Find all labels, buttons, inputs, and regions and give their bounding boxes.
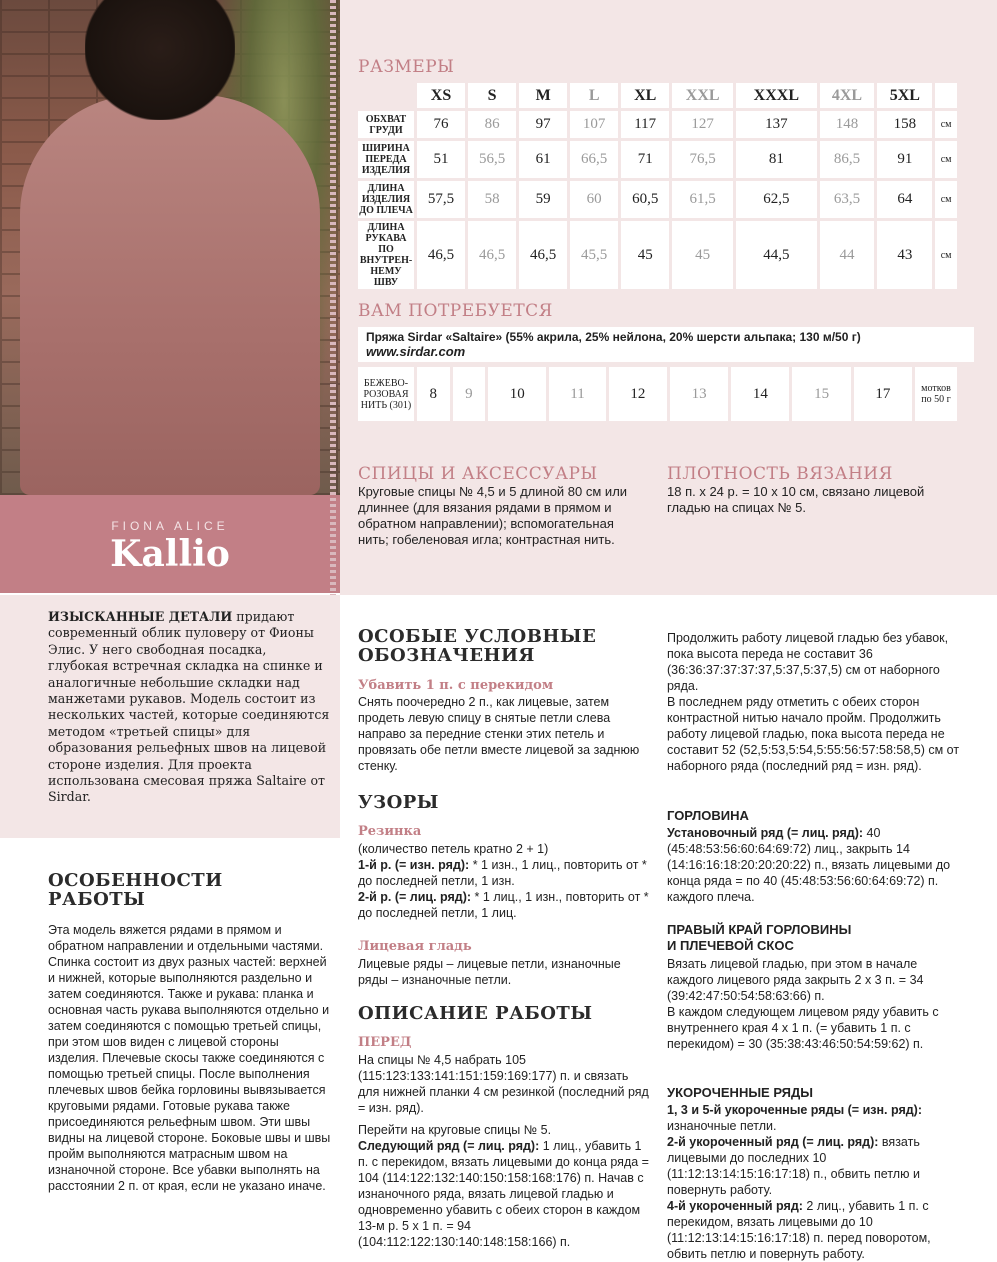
table-cell: 46,5 [417, 221, 465, 289]
table-cell: 9 [453, 367, 486, 421]
stockinette-text: Лицевые ряды – лицевые петли, изнаночные ряды – изнаночные петли. [358, 957, 621, 987]
size-head: S [468, 83, 516, 108]
table-cell: 76 [417, 111, 465, 138]
table-cell: 46,5 [519, 221, 567, 289]
table-cell: 62,5 [736, 181, 817, 218]
sizes-header-row [358, 83, 957, 108]
table-cell: 58 [468, 181, 516, 218]
description-title: ОПИСАНИЕ РАБОТЫ [358, 1003, 593, 1024]
table-cell: 86 [468, 111, 516, 138]
rib-title: Резинка [358, 824, 422, 839]
table-cell: 44 [820, 221, 875, 289]
features-title: ОСОБЕННОСТИ РАБОТЫ [48, 870, 223, 910]
size-head: XL [621, 83, 669, 108]
abbrev-subtitle: Убавить 1 п. с перекидом [358, 678, 554, 693]
unit-cell: см [935, 181, 957, 218]
size-head: XS [417, 83, 465, 108]
yarn-bar [358, 327, 974, 362]
short-rows-text: 1, 3 и 5-й укороченные ряды (= изн. ряд): изнаночные петли. 2-й укороченный ряд (= лиц. ряд): вязать лицевыми до последних 10 (11:12:13:14:15:16:17:18) п., обвить петлю и повернуть работу. 4-й укороченный ряд: 2 лиц., убавить 1 п. с перекидом, вязать лицевыми до 10 (11:12:13:14:15:16:17:18) п. перед поворотом, обвить петлю и повернуть работу. [667, 1103, 931, 1261]
hair-illustration [85, 0, 235, 120]
table-cell: 15 [792, 367, 850, 421]
table-cell: 45 [621, 221, 669, 289]
sizes-title: РАЗМЕРЫ [358, 57, 455, 77]
table-cell: 63,5 [820, 181, 875, 218]
table-cell: 148 [820, 111, 875, 138]
unit-cell: см [935, 221, 957, 289]
hero-photo [0, 0, 340, 495]
stitch-line [330, 0, 336, 595]
size-head: XXXL [736, 83, 817, 108]
yarn-description: Пряжа Sirdar «Saltaire» (55% акрила, 25% нейлона, 20% шерсти альпака; 130 м/50 г) [366, 330, 861, 344]
table-cell: 117 [621, 111, 669, 138]
table-cell: 91 [877, 141, 932, 178]
stockinette-title: Лицевая гладь [358, 939, 472, 954]
table-cell: 11 [549, 367, 605, 421]
table-cell: 45,5 [570, 221, 618, 289]
intro-paragraph [48, 609, 330, 806]
table-cell: 17 [854, 367, 912, 421]
sweater-illustration [20, 95, 320, 495]
table-cell: 8 [417, 367, 450, 421]
table-cell: 60 [570, 181, 618, 218]
table-cell: 59 [519, 181, 567, 218]
yarn-website: www.sirdar.com [366, 344, 466, 359]
row-label: ДЛИНА РУКАВА ПО ВНУТРЕН-НЕМУ ШВУ [359, 222, 413, 288]
abbrev-title: ОСОБЫЕ УСЛОВНЫЕ ОБОЗНАЧЕНИЯ [358, 626, 597, 666]
table-cell: 13 [670, 367, 728, 421]
table-cell: 10 [488, 367, 546, 421]
unit-cell: см [935, 111, 957, 138]
table-cell: 56,5 [468, 141, 516, 178]
unit-cell: см [935, 141, 957, 178]
intro-lead: ИЗЫСКАННЫЕ ДЕТАЛИ [48, 609, 233, 624]
needles-text: Круговые спицы № 4,5 и 5 длиной 80 см или длиннее (для вязания рядами в прямом и обратном направлении); вспомогательная нить; гобеленовая игла; контрастная нить. [358, 484, 628, 547]
front-title: ПЕРЕД [358, 1035, 412, 1050]
materials-title: ВАМ ПОТРЕБУЕТСЯ [358, 301, 553, 321]
size-head: L [570, 83, 618, 108]
table-row [358, 221, 957, 289]
gauge-title: ПЛОТНОСТЬ ВЯЗАНИЯ [667, 464, 893, 484]
table-cell: 57,5 [417, 181, 465, 218]
table-cell: 107 [570, 111, 618, 138]
table-cell: 51 [417, 141, 465, 178]
rib-text: (количество петель кратно 2 + 1) 1-й р. (= изн. ряд): * 1 изн., 1 лиц., повторить от * до последней петли, 1 изн. 2-й р. (= лиц. ряд): * 1 лиц., 1 изн., повторить от * до последней петли, 1 лиц. [358, 842, 649, 920]
table-cell: 66,5 [570, 141, 618, 178]
front-continue-text: Продолжить работу лицевой гладью без убавок, пока высота переда не составит 36 (36:36:37:37:37:37,5:37,5:37,5) см от наборного ряда. В последнем ряду отметить с обеих сторон контрастной нитью начало пройм. Продолжить работу лицевой гладью, пока высота переда не составит 52 (52,5:53,5:54,5:55:56:57:58:58,5) см от наборного ряда (последний ряд = изн. ряд). [667, 631, 960, 773]
size-head: 4XL [820, 83, 875, 108]
row-label: ОБХВАТ ГРУДИ [358, 111, 414, 138]
table-cell: 86,5 [820, 141, 875, 178]
table-cell: 97 [519, 111, 567, 138]
table-cell: 44,5 [736, 221, 817, 289]
table-cell: 81 [736, 141, 817, 178]
right-neck-title: ПРАВЫЙ КРАЙ ГОРЛОВИНЫ И ПЛЕЧЕВОЙ СКОС [667, 922, 852, 953]
right-neck-text: Вязать лицевой гладью, при этом в начале каждого лицевого ряда закрыть 2 х 3 п. = 34 (39:42:47:50:54:58:63:66) п. В каждом следующем лицевом ряду убавить с внутреннего края 4 х 1 п. (= убавить 1 п. с перекидом) = 30 (35:38:43:46:50:54:59:62) п. [667, 957, 939, 1051]
gauge-text: 18 п. х 24 р. = 10 х 10 см, связано лицевой гладью на спицах № 5. [667, 484, 925, 515]
table-cell: 137 [736, 111, 817, 138]
table-cell: 64 [877, 181, 932, 218]
yarn-table [355, 364, 960, 424]
intro-box [0, 595, 340, 838]
unit-cell: мотков по 50 г [915, 367, 957, 421]
table-cell: 14 [731, 367, 789, 421]
row-label: ШИРИНА ПЕРЕДА ИЗДЕЛИЯ [358, 141, 414, 178]
table-cell: 76,5 [672, 141, 733, 178]
table-cell: 43 [877, 221, 932, 289]
neckline-title: ГОРЛОВИНА [667, 808, 749, 823]
intro-text: придают современный облик пуловеру от Фионы Элис. У него свободная посадка, глубокая встречная складка на спинке и аналогичные небольшие складки над манжетами рукавов. Модель состоит из нескольких частей, которые соединяются методом «третьей спицы» для образования рельефных швов на лицевой стороне изделия. Для проекта использована смесовая пряжа Saltaire от Sirdar. [48, 609, 330, 805]
table-row [358, 111, 957, 138]
sizes-table [355, 80, 960, 292]
table-cell: 60,5 [621, 181, 669, 218]
table-row [358, 141, 957, 178]
neckline-text: Установочный ряд (= лиц. ряд): 40 (45:48:53:56:60:64:69:72) лиц., закрыть 14 (14:16:16:18:20:20:20:22) п., вязать лицевыми до конца ряда = по 40 (45:48:53:56:60:64:69:72) п. каждого плеча. [667, 826, 951, 904]
info-panel [340, 0, 997, 595]
table-cell: 46,5 [468, 221, 516, 289]
table-cell: 61,5 [672, 181, 733, 218]
table-cell: 158 [877, 111, 932, 138]
title-band [0, 495, 340, 593]
table-cell: 61 [519, 141, 567, 178]
size-head: M [519, 83, 567, 108]
patterns-title: УЗОРЫ [358, 792, 439, 813]
row-label: ДЛИНА ИЗДЕЛИЯ ДО ПЛЕЧА [359, 183, 413, 216]
short-rows-title: УКОРОЧЕННЫЕ РЯДЫ [667, 1085, 814, 1100]
table-row [358, 367, 957, 421]
abbrev-text: Снять поочередно 2 п., как лицевые, затем продеть левую спицу в снятые петли слева направо за передние стенки этих петель и провязать обе петли вместе лицевой за заднюю стенку. [358, 695, 640, 773]
size-head: 5XL [877, 83, 932, 108]
pattern-name: Kallio [110, 533, 230, 575]
designer-name: FIONA ALICE [111, 519, 229, 533]
yarn-color-label: БЕЖЕВО-РОЗОВАЯ НИТЬ (301) [358, 367, 414, 421]
size-head: XXL [672, 83, 733, 108]
table-cell: 12 [609, 367, 667, 421]
table-cell: 127 [672, 111, 733, 138]
table-row [358, 181, 957, 218]
front-text: На спицы № 4,5 набрать 105 (115:123:133:141:151:159:169:177) п. и связать для нижней планки 4 см резинкой (последний ряд = изн. ряд). Перейти на круговые спицы № 5. Следующий ряд (= лиц. ряд): 1 лиц., убавить 1 п. с перекидом, вязать лицевыми до конца ряда = 104 (114:122:132:140:150:158:168:176) п. Начав с изнаночного ряда, вязать лицевой гладью и одновременно убавить с обеих сторон в каждом 13-м р. 5 х 1 п. = 94 (104:112:122:130:140:148:158:166) п. [358, 1053, 649, 1249]
table-cell: 71 [621, 141, 669, 178]
table-cell: 45 [672, 221, 733, 289]
needles-title: СПИЦЫ И АКСЕССУАРЫ [358, 464, 598, 484]
features-text: Эта модель вяжется рядами в прямом и обратном направлении и отдельными частями. Спинка состоит из двух разных частей: верхней и нижней, которые выполняются раздельно и затем соединяются. Также и рукава: планка и основная часть рукава выполняются отдельно и затем соединяются с помощью третьей спицы, при этом шов виден с лицевой стороны изделия. Плечевые скосы также соединяются с помощью третьей спицы. После выполнения плечевых швов бейка горловины вывязывается круговыми рядами. Готовые рукава также присоединяются рельефным швом. Эти швы видны на лицевой стороне. Боковые швы и швы пройм выполняются матрасным швом на изнаночной стороне. Все убавки выполнять на расстоянии 2 п. от края, если не указано иначе. [48, 923, 331, 1193]
